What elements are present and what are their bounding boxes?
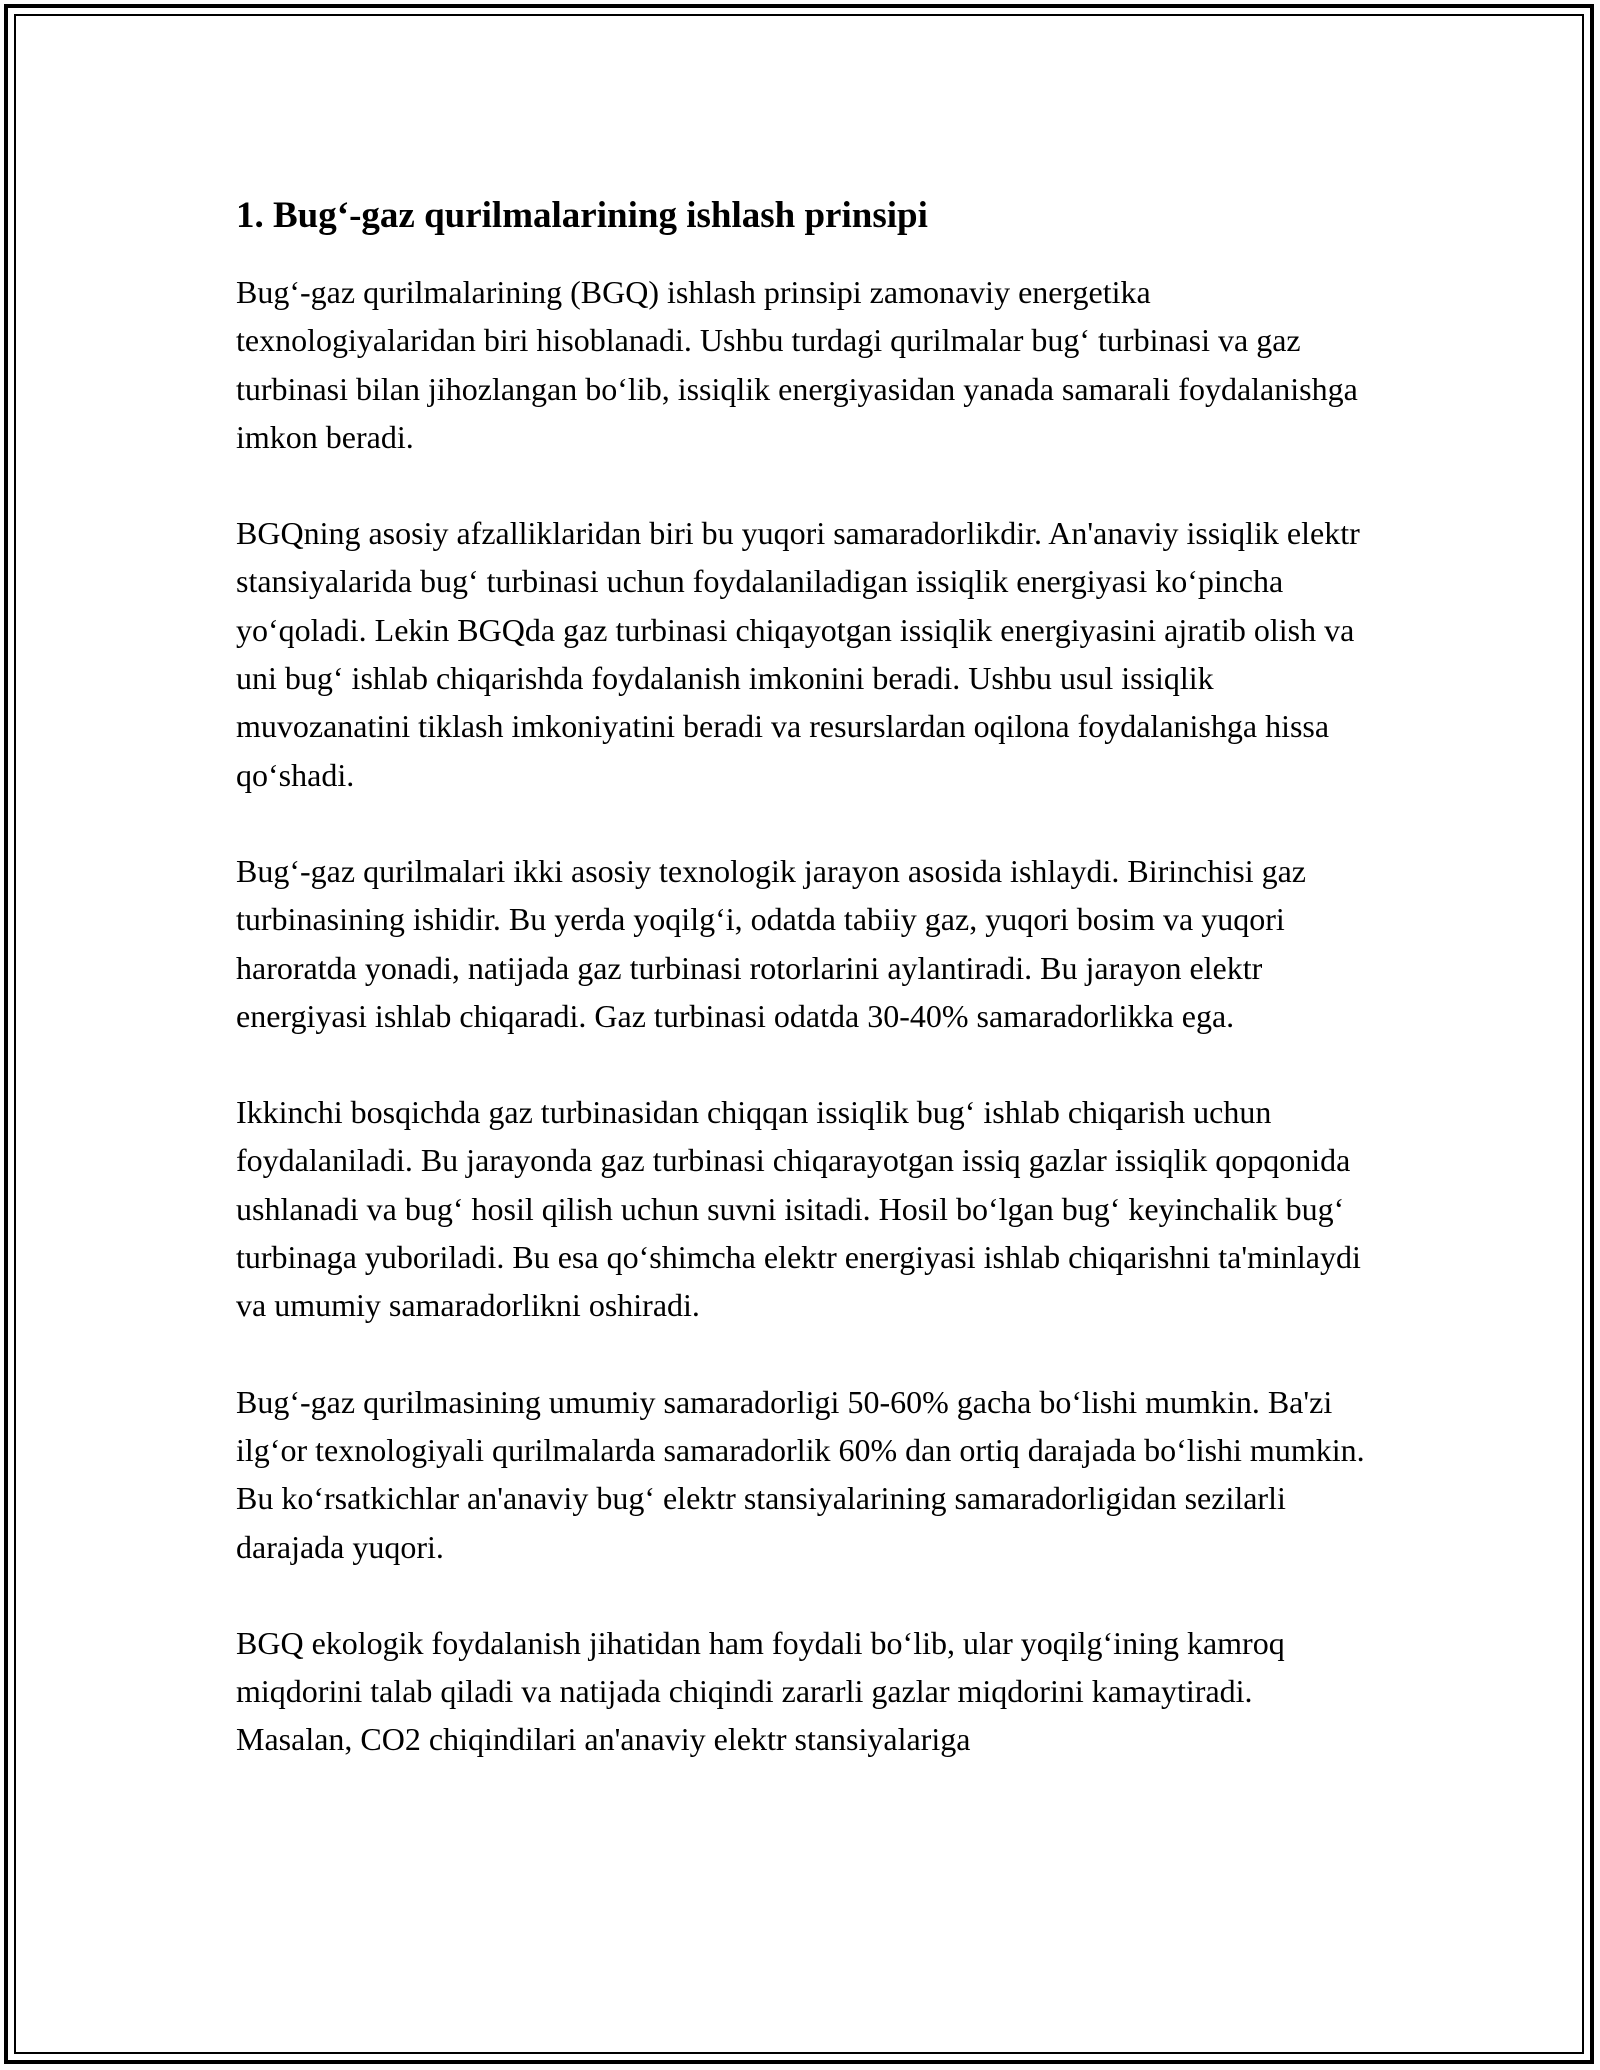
paragraph-intro: Bug‘-gaz qurilmalarining (BGQ) ishlash prinsipi zamonaviy energetika texnologiyalaridan biri hisoblanadi. Ushbu turdagi qurilmalar bug‘ turbinasi va gaz turbinasi bilan jihozlangan bo‘lib, issiqlik energiyasidan yanada samarali foydalanishga imkon beradi.: [236, 274, 1358, 455]
paragraph-efficiency: BGQning asosiy afzalliklaridan biri bu yuqori samaradorlikdir. An'anaviy issiqlik elektr stansiyalarida bug‘ turbinasi uchun foydalaniladigan issiqlik energiyasi ko‘pincha yo‘qoladi. Lekin BGQda gaz turbinasi chiqayotgan issiqlik energiyasini ajratib olish va uni bug‘ ishlab chiqarishda foydalanish imkonini beradi. Ushbu usul issiqlik muvozanatini tiklash imkoniyatini beradi va resurslardan oqilona foydalanishga hissa qo‘shadi.: [236, 515, 1360, 793]
section-heading: 1. Bug‘-gaz qurilmalarining ishlash prinsipi: [236, 195, 928, 236]
paragraph-second-stage: Ikkinchi bosqichda gaz turbinasidan chiqqan issiqlik bug‘ ishlab chiqarish uchun foydalaniladi. Bu jarayonda gaz turbinasi chiqarayotgan issiq gazlar issiqlik qopqonida ushlanadi va bug‘ hosil qilish uchun suvni isitadi. Hosil bo‘lgan bug‘ keyinchalik bug‘ turbinaga yuboriladi. Bu esa qo‘shimcha elektr energiyasi ishlab chiqarishni ta'minlaydi va umumiy samaradorlikni oshiradi.: [236, 1094, 1361, 1324]
paragraph-processes: Bug‘-gaz qurilmalari ikki asosiy texnologik jarayon asosida ishlaydi. Birinchisi gaz turbinasining ishidir. Bu yerda yoqilg‘i, odatda tabiiy gaz, yuqori bosim va yuqori haroratda yonadi, natijada gaz turbinasi rotorlarini aylantiradi. Bu jarayon elektr energiyasi ishlab chiqaradi. Gaz turbinasi odatda 30-40% samaradorlikka ega.: [236, 852, 1306, 1034]
document-body: [236, 188, 1366, 1812]
paragraph-overall-efficiency: Bug‘-gaz qurilmasining umumiy samaradorligi 50-60% gacha bo‘lishi mumkin. Ba'zi ilg‘or texnologiyali qurilmalarda samaradorlik 60% dan ortiq darajada bo‘lishi mumkin. Bu ko‘rsatkichlar an'anaviy bug‘ elektr stansiyalarining samaradorligidan sezilarli darajada yuqori.: [236, 1383, 1365, 1565]
paragraph-ecology: BGQ ekologik foydalanish jihatidan ham foydali bo‘lib, ular yoqilg‘ining kamroq miqdorini talab qiladi va natijada chiqindi zararli gazlar miqdorini kamaytiradi. Masalan, CO2 chiqindilari an'anaviy elektr stansiyalariga: [236, 1624, 1285, 1758]
